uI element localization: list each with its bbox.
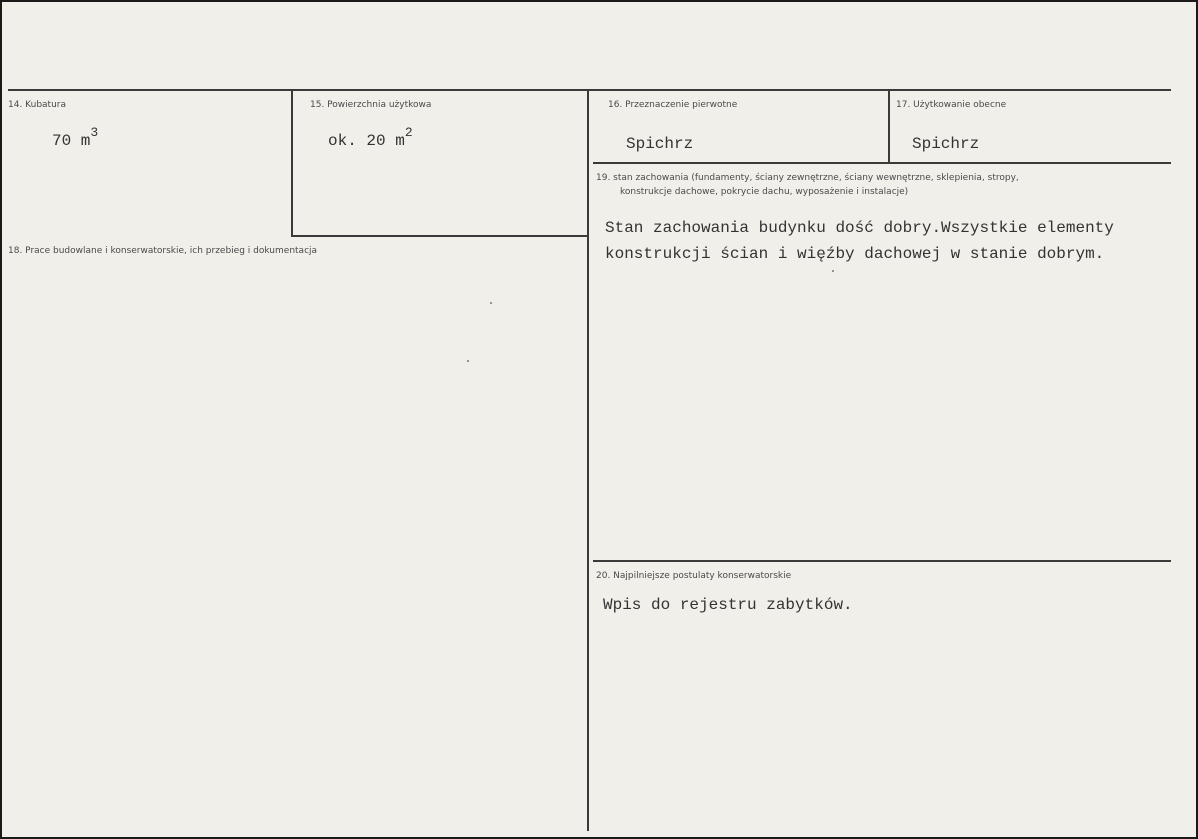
paper-speck	[467, 360, 469, 362]
paper-speck	[490, 302, 492, 304]
field-16-value: Spichrz	[626, 135, 694, 153]
field-18-label: 18. Prace budowlane i konserwatorskie, ich przebieg i dokumentacja	[8, 246, 318, 256]
field-15-value	[328, 125, 413, 150]
field-20-value: Wpis do rejestru zabytków.	[603, 596, 853, 614]
field-14-value	[52, 125, 99, 150]
field-14-superscript: 3	[90, 125, 99, 140]
field-17-label: 17. Użytkowanie obecne	[896, 100, 1007, 110]
rule-under-16-17	[593, 162, 1171, 164]
field-19-label-line2: konstrukcje dachowe, pokrycie dachu, wyposażenie i instalacje)	[620, 187, 909, 197]
top-rule	[8, 89, 1171, 91]
field-20-label: 20. Najpilniejsze postulaty konserwatorskie	[596, 571, 792, 581]
rule-under-14-15	[291, 235, 589, 237]
divider-14-15	[291, 91, 293, 237]
field-15-superscript: 2	[404, 125, 413, 140]
field-14-number: 70 m	[52, 132, 91, 150]
field-19-text-line1: Stan zachowania budynku dość dobry.Wszystkie elementy	[605, 219, 1114, 237]
field-16-label: 16. Przeznaczenie pierwotne	[608, 100, 738, 110]
field-19-text-line2: konstrukcji ścian i więźby dachowej w stanie dobrym.	[605, 245, 1105, 263]
main-column-divider	[587, 91, 589, 831]
field-14-label: 14. Kubatura	[8, 100, 67, 110]
rule-above-20	[593, 560, 1171, 562]
field-17-value: Spichrz	[912, 135, 980, 153]
field-15-number: ok. 20 m	[328, 132, 405, 150]
field-15-label: 15. Powierzchnia użytkowa	[310, 100, 432, 110]
record-card	[2, 2, 1196, 837]
paper-speck	[832, 270, 834, 272]
field-19-label-line1: 19. stan zachowania (fundamenty, ściany zewnętrzne, ściany wewnętrzne, sklepienia, stropy,	[596, 173, 1019, 183]
divider-16-17	[888, 91, 890, 163]
